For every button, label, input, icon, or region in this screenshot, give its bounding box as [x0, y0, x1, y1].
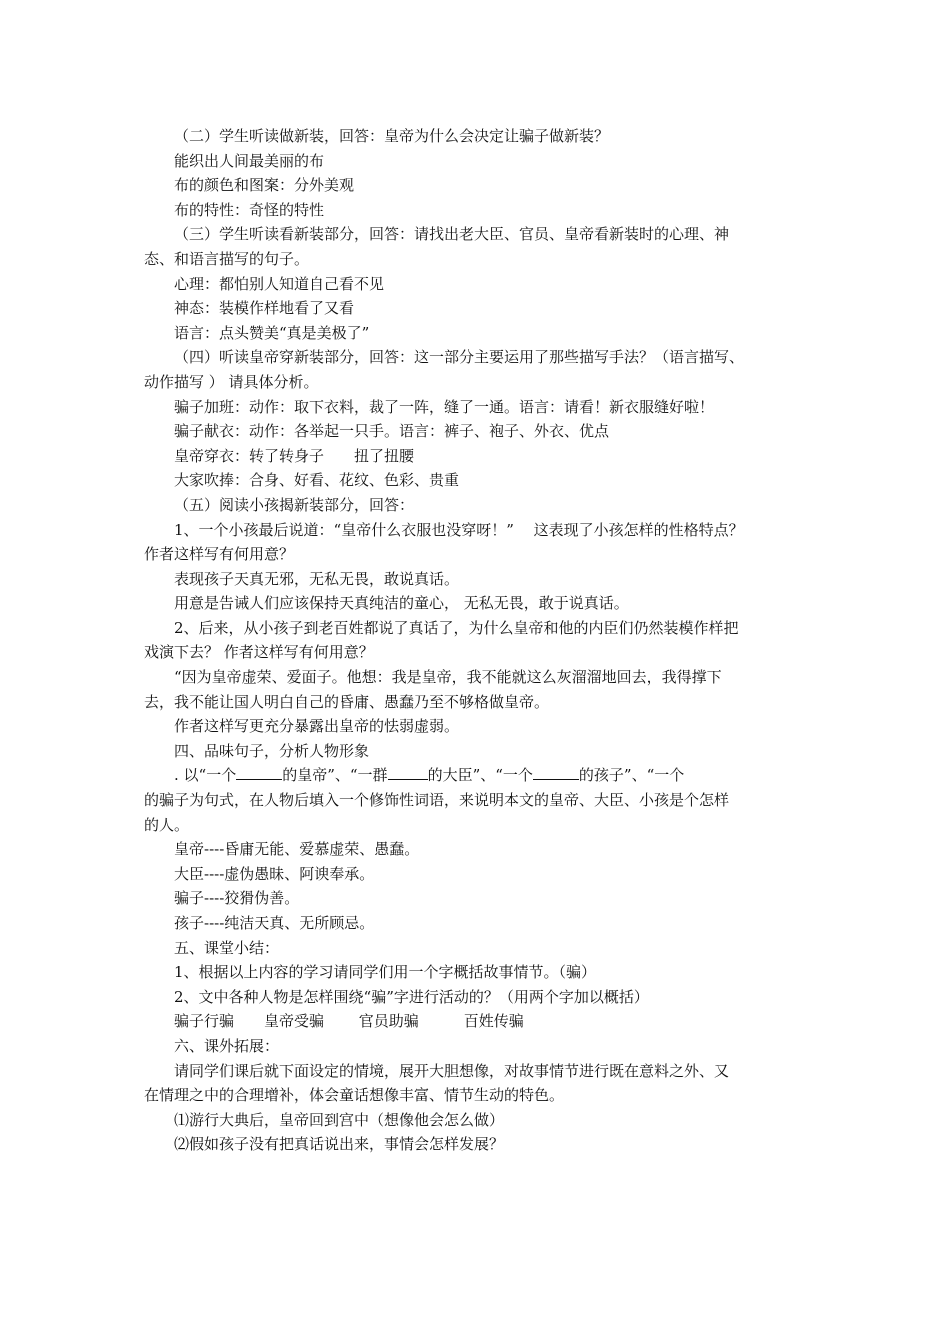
answer-line: 能织出人间最美丽的布 [174, 151, 325, 170]
sub-question-1: 1、一个小孩最后说道：“皇帝什么衣服也没穿呀！” 这表现了小孩怎样的性格特点？ [174, 520, 744, 539]
question-4: （四）听读皇帝穿新装部分，回答：这一部分主要运用了那些描写手法？（语言描写、 [174, 348, 745, 367]
extension-item-2: ⑵假如孩子没有把真话说出来，事情会怎样发展？ [174, 1135, 505, 1154]
fill-blank [533, 765, 579, 780]
answer-line: 作者这样写更充分暴露出皇帝的怯弱虚弱。 [174, 717, 460, 736]
answer-line: 心理：都怕别人知道自己看不见 [174, 274, 385, 293]
fill-blank-line [144, 763, 824, 788]
sub-question-1-cont: 作者这样写有何用意？ [144, 545, 295, 564]
fill-blank-cont: 的骗子为句式，在人物后填入一个修饰性词语，来说明本文的皇帝、大臣、小孩是个怎样 [144, 791, 730, 810]
answer-line: 皇帝穿衣：转了转身子 扭了扭腰 [174, 446, 415, 465]
blank-text-2: 的皇帝”、“一群 [282, 766, 388, 785]
answer-line-cont: 去，我不能让国人明白自己的昏庸、愚蠢乃至不够格做皇帝。 [144, 692, 550, 711]
section-heading-5: 五、课堂小结： [174, 938, 280, 957]
answer-line: 孩子----纯洁天真、无所顾忌。 [174, 914, 375, 932]
question-2: （二）学生听读做新装，回答：皇帝为什么会决定让骗子做新装？ [174, 127, 610, 145]
fill-blank [236, 765, 282, 780]
sub-question-2: 2、后来，从小孩子到老百姓都说了真话了，为什么皇帝和他的内臣们仍然装模作样把 [174, 618, 739, 637]
fill-blank [388, 765, 428, 780]
summary-item-2: 2、文中各种人物是怎样围绕“骗”字进行活动的？（用两个字加以概括） [174, 987, 649, 1006]
extension-text: 请同学们课后就下面设定的情境，展开大胆想像，对故事情节进行既在意料之外、又 [174, 1061, 730, 1080]
answer-line: 大家吹捧：合身、好看、花纹、色彩、贵重 [174, 471, 460, 490]
answer-line: 大臣----虚伪愚昧、阿谀奉承。 [174, 864, 375, 883]
answer-line: 骗子行骗 皇帝受骗 官员助骗 百姓传骗 [174, 1012, 524, 1031]
sub-question-2-cont: 戏演下去？ 作者这样写有何用意？ [144, 643, 374, 662]
answer-line: 骗子----狡猾伪善。 [174, 889, 300, 908]
answer-line: 骗子献衣：动作：各举起一只手。语言：裤子、袍子、外衣、优点 [174, 422, 610, 441]
summary-item-1: 1、根据以上内容的学习请同学们用一个字概括故事情节。（骗） [174, 963, 597, 982]
answer-line: 用意是告诫人们应该保持天真纯洁的童心， 无私无畏，敢于说真话。 [174, 594, 629, 613]
answer-line: 语言：点头赞美“真是美极了” [174, 323, 370, 342]
document-page [144, 124, 824, 1157]
question-3-cont: 态、和语言描写的句子。 [144, 249, 310, 268]
answer-line: 布的颜色和图案：分外美观 [174, 176, 355, 195]
blank-text-3: 的大臣”、“一个 [427, 766, 533, 785]
answer-line: 神态：装模作样地看了又看 [174, 299, 355, 318]
section-heading-4: 四、品味句子，分析人物形象 [174, 741, 370, 760]
fill-blank-cont: 的人。 [144, 815, 190, 834]
extension-item-1: ⑴游行大典后，皇帝回到宫中（想像他会怎么做） [174, 1110, 505, 1129]
answer-line: 表现孩子天真无邪，无私无畏，敢说真话。 [174, 569, 460, 588]
answer-line: “因为皇帝虚荣、爱面子。他想：我是皇帝，我不能就这么灰溜溜地回去，我得撑下 [174, 668, 722, 687]
question-4-cont: 动作描写 ） 请具体分析。 [144, 372, 319, 391]
answer-line: 皇帝----昏庸无能、爱慕虚荣、愚蠢。 [174, 840, 420, 859]
answer-line: 布的特性：奇怪的特性 [174, 200, 325, 219]
question-3: （三）学生听读看新装部分，回答：请找出老大臣、官员、皇帝看新装时的心理、神 [174, 225, 730, 244]
blank-text-4: 的孩子”、“一个 [578, 766, 685, 785]
answer-line: 骗子加班：动作：取下衣料，裁了一阵，缝了一通。语言：请看！新衣服缝好啦！ [174, 397, 715, 416]
extension-text-cont: 在情理之中的合理增补，体会童话想像丰富、情节生动的特色。 [144, 1086, 565, 1105]
blank-text-1: . 以“一个 [174, 766, 237, 785]
question-5: （五）阅读小孩揭新装部分，回答： [174, 495, 415, 514]
section-heading-6: 六、课外拓展： [174, 1036, 280, 1055]
